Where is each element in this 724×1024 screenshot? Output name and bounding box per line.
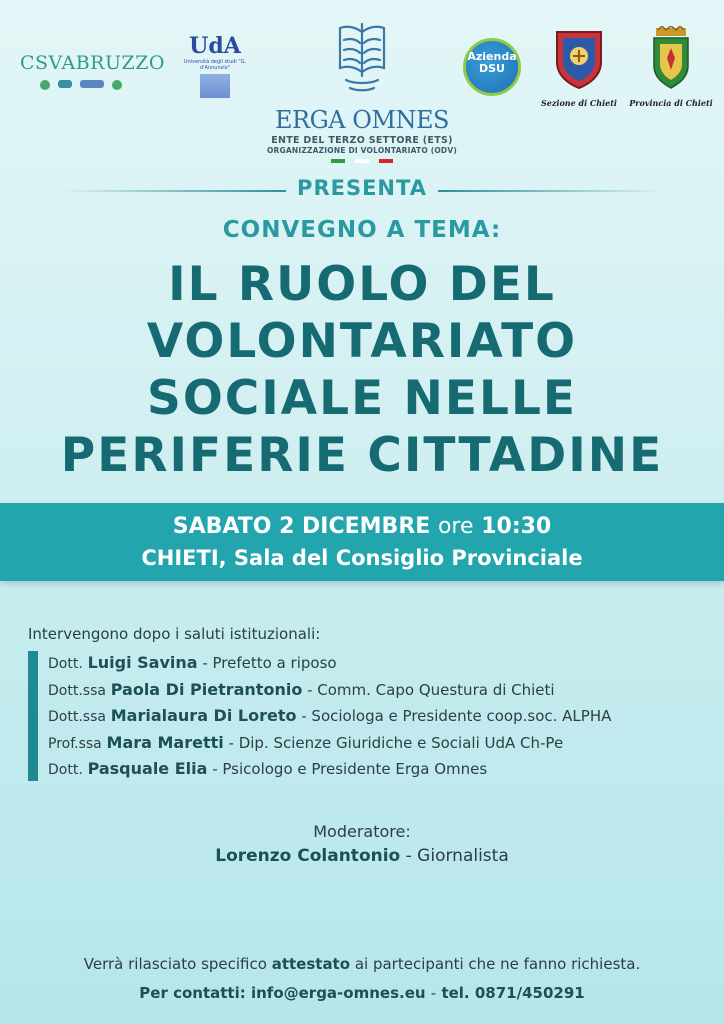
event-date: SABATO 2 DICEMBRE [172,514,431,539]
event-ore-label: ore [437,514,474,539]
csvabruzzo-name: CSVABRUZZO [20,52,165,74]
moderator-name: Lorenzo Colantonio [215,846,401,866]
event-title [20,256,704,484]
event-title-line: IL RUOLO DEL [168,257,556,312]
speaker-item [48,756,611,783]
uda-logo [182,33,248,99]
speaker-name: Pasquale Elia [87,759,208,778]
speaker-name: Marialaura Di Loreto [110,706,297,725]
note-attestato: attestato [271,955,351,973]
speakers-accent-bar [28,651,38,781]
dsu-line1: Azienda [467,50,517,63]
erga-omnes-logo [262,18,462,168]
speakers-intro: Intervengono dopo i saluti istituzionali: [28,625,321,643]
event-datetime [0,514,724,539]
erga-omnes-line1: ENTE DEL TERZO SETTORE (ETS) [271,135,453,146]
provincia-chieti-logo [626,26,716,108]
event-date-band [0,503,724,581]
speaker-item [48,730,611,757]
speaker-item [48,650,611,677]
speaker-role: - Sociologa e Presidente coop.soc. ALPHA [301,707,612,725]
partner-mark-icon [58,80,72,88]
contact-label: Per contatti: [139,984,246,1002]
speaker-title: Dott. [48,762,83,778]
provincia-caption: Provincia di Chieti [629,98,713,108]
speakers-list [48,650,611,783]
contact-line [0,984,724,1002]
event-place: CHIETI, Sala del Consiglio Provinciale [141,546,583,570]
note-pre: Verrà rilasciato specifico [83,955,267,973]
sezione-caption: Sezione di Chieti [541,98,617,108]
speaker-title: Prof.ssa [48,735,102,752]
speaker-name: Mara Maretti [106,732,224,752]
sezione-chieti-logo [541,28,617,108]
dsu-line2: DSU [479,62,505,75]
moderator-role: - Giornalista [405,846,509,866]
erga-omnes-line2: ORGANIZZAZIONE DI VOLONTARIATO (ODV) [266,146,457,155]
speaker-title: Dott.ssa [48,682,106,699]
partner-mark-icon [40,80,50,90]
event-time: 10:30 [481,514,552,539]
contact-phone[interactable]: tel. 0871/450291 [441,984,585,1002]
speaker-title: Dott. [48,656,83,672]
contact-separator: - [430,984,437,1002]
speaker-name: Luigi Savina [87,653,198,672]
speaker-item [48,677,611,704]
presenta-label: PRESENTA [297,176,427,200]
italian-flag-icon [262,159,462,163]
certificate-note [0,955,724,973]
speaker-role: - Prefetto a riposo [202,654,337,672]
csvabruzzo-logo [20,52,165,90]
moderator-label: Moderatore: [313,822,411,841]
event-title-line: PERIFERIE CITTADINE [60,428,664,483]
event-title-line: SOCIALE NELLE [146,371,578,426]
note-post: ai partecipanti che ne fanno richiesta. [354,955,641,973]
provincia-crest-icon [648,26,694,90]
contact-email[interactable]: info@erga-omnes.eu [250,984,426,1002]
erga-omnes-name: ERGA OMNES [275,106,449,134]
csvabruzzo-partner-marks [20,80,165,90]
speaker-name: Paola Di Pietrantonio [110,679,303,699]
partner-mark-icon [112,80,122,90]
uda-subtitle: Università degli studi "G. d'Annunzio" [183,59,247,71]
wheat-book-icon [332,18,392,100]
speaker-role: - Comm. Capo Questura di Chieti [307,680,555,699]
convegno-label: CONVEGNO A TEMA: [222,217,502,243]
speaker-title: Dott.ssa [48,709,106,725]
speaker-role: - Dip. Scienze Giuridiche e Sociali UdA Ch-Pe [228,733,564,752]
azienda-dsu-logo [463,38,521,96]
uda-title: UdA [189,33,241,59]
speaker-role: - Psicologo e Presidente Erga Omnes [212,760,488,778]
speaker-item [48,703,611,730]
uda-column-icon [200,74,230,98]
event-title-line: VOLONTARIATO [146,314,578,369]
partner-mark-icon [80,80,104,88]
moderator-line [0,846,724,866]
shield-crest-icon [553,28,605,90]
